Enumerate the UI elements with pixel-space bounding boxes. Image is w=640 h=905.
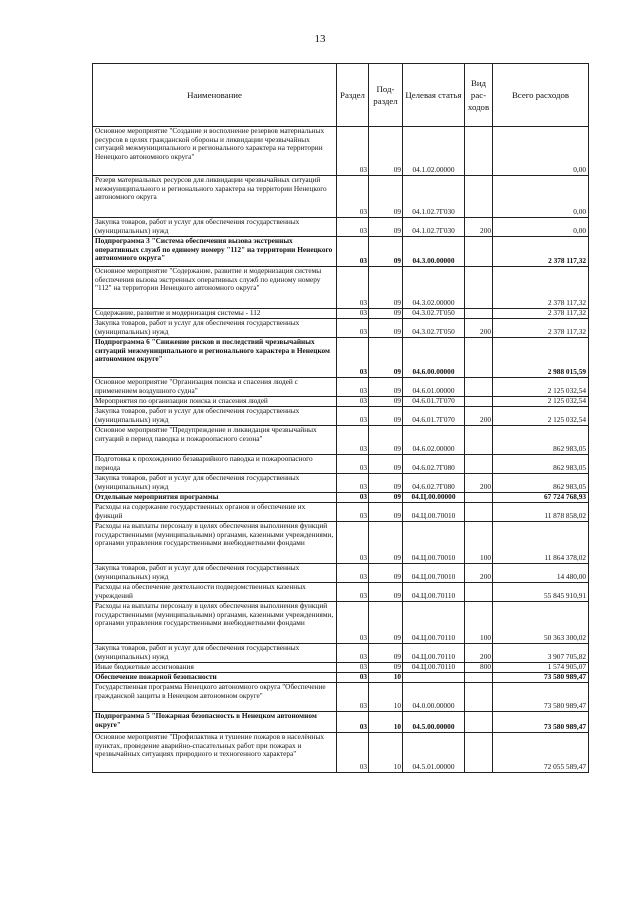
cell-vid: 200	[465, 319, 493, 338]
cell-razdel: 03	[337, 602, 369, 644]
table-row	[93, 673, 589, 683]
cell-razdel: 03	[337, 673, 369, 683]
cell-total: 2 378 117,32	[493, 319, 589, 338]
cell-podrazdel: 10	[369, 733, 403, 773]
cell-total: 2 378 117,32	[493, 237, 589, 267]
table-row	[93, 644, 589, 663]
cell-total: 0,00	[493, 176, 589, 218]
cell-total: 67 724 768,93	[493, 493, 589, 503]
cell-statya: 04.Ц.00.70010	[403, 522, 465, 564]
cell-total: 73 580 989,47	[493, 712, 589, 733]
cell-name: Закупка товаров, работ и услуг для обеспечения государственных (муниципальных) нужд	[93, 564, 337, 583]
cell-vid: 200	[465, 644, 493, 663]
cell-statya: 04.3.02.7Г050	[403, 319, 465, 338]
cell-podrazdel: 09	[369, 378, 403, 397]
cell-total: 862 983,05	[493, 426, 589, 455]
cell-statya: 04.1.02.7Г030	[403, 176, 465, 218]
cell-vid	[465, 493, 493, 503]
cell-statya: 04.Ц.00.70110	[403, 644, 465, 663]
table-row	[93, 176, 589, 218]
cell-razdel: 03	[337, 218, 369, 237]
cell-total: 3 907 705,82	[493, 644, 589, 663]
table-row	[93, 602, 589, 644]
table-row	[93, 397, 589, 407]
cell-razdel: 03	[337, 455, 369, 474]
cell-statya: 04.3.00.00000	[403, 237, 465, 267]
cell-statya: 04.Ц.00.70010	[403, 503, 465, 522]
cell-total: 50 363 300,02	[493, 602, 589, 644]
cell-name: Закупка товаров, работ и услуг для обеспечения государственных (муниципальных) нужд	[93, 644, 337, 663]
cell-total: 1 574 905,07	[493, 663, 589, 673]
header-statya: Целевая статья	[403, 64, 465, 127]
cell-name: Основное мероприятие "Предупреждение и ликвидация чрезвычайных ситуаций в период паводка и пожароопасного сезона"	[93, 426, 337, 455]
cell-vid: 800	[465, 663, 493, 673]
cell-name: Закупка товаров, работ и услуг для обеспечения государственных (муниципальных) нужд	[93, 407, 337, 426]
cell-razdel: 03	[337, 309, 369, 319]
cell-razdel: 03	[337, 733, 369, 773]
cell-total: 0,00	[493, 127, 589, 176]
cell-razdel: 03	[337, 127, 369, 176]
cell-razdel: 03	[337, 564, 369, 583]
cell-name: Закупка товаров, работ и услуг для обеспечения государственных (муниципальных) нужд	[93, 218, 337, 237]
cell-razdel: 03	[337, 426, 369, 455]
cell-name: Содержание, развитие и модернизация системы - 112	[93, 309, 337, 319]
cell-razdel: 03	[337, 378, 369, 397]
cell-podrazdel: 09	[369, 407, 403, 426]
cell-statya: 04.6.00.00000	[403, 338, 465, 378]
table-row	[93, 338, 589, 378]
cell-name: Основное мероприятие "Создание и восполнение резервов материальных ресурсов в целях гражданской обороны и ликвидации чрезвычайных ситуаций межмуниципального и регионального характера на территории Ненецкого автономного округа"	[93, 127, 337, 176]
cell-total: 11 864 378,02	[493, 522, 589, 564]
cell-statya: 04.6.01.7Г070	[403, 397, 465, 407]
cell-vid	[465, 683, 493, 712]
cell-razdel: 03	[337, 338, 369, 378]
cell-vid: 100	[465, 602, 493, 644]
cell-statya: 04.Ц.00.70010	[403, 564, 465, 583]
cell-vid	[465, 583, 493, 602]
cell-name: Подпрограмма 6 "Снижение рисков и последствий чрезвычайных ситуаций межмуниципального и регионального характера в Ненецком автономном округе"	[93, 338, 337, 378]
cell-statya: 04.6.01.7Г070	[403, 407, 465, 426]
cell-vid: 200	[465, 407, 493, 426]
cell-podrazdel: 10	[369, 712, 403, 733]
cell-total: 11 878 858,02	[493, 503, 589, 522]
page-number: 13	[314, 33, 326, 45]
cell-statya: 04.0.00.00000	[403, 683, 465, 712]
cell-name: Отдельные мероприятия программы	[93, 493, 337, 503]
cell-podrazdel: 09	[369, 319, 403, 338]
cell-statya: 04.6.02.00000	[403, 426, 465, 455]
table-row	[93, 522, 589, 564]
cell-statya: 04.1.02.00000	[403, 127, 465, 176]
table-row	[93, 564, 589, 583]
cell-statya: 04.3.02.00000	[403, 267, 465, 309]
table-row	[93, 378, 589, 397]
cell-razdel: 03	[337, 683, 369, 712]
table-row	[93, 493, 589, 503]
cell-name: Подпрограмма 3 "Система обеспечения вызова экстренных оперативных служб по единому номеру "112" на территории Ненецкого автономного округа"	[93, 237, 337, 267]
cell-name: Основное мероприятие "Содержание, развитие и модернизация системы обеспечения вызова экстренных оперативных служб по единому номеру "112" на территории Ненецкого автономного округа"	[93, 267, 337, 309]
table-row	[93, 127, 589, 176]
table-row	[93, 683, 589, 712]
table-row	[93, 733, 589, 773]
cell-name: Расходы на выплаты персоналу в целях обеспечения выполнения функций государственными (муниципальными) органами, казенными учреждениями, органами управления государственными внебюджетными фондами	[93, 602, 337, 644]
cell-statya: 04.3.02.7Г050	[403, 309, 465, 319]
table-row	[93, 309, 589, 319]
cell-total: 72 055 589,47	[493, 733, 589, 773]
cell-name: Основное мероприятие "Организация поиска и спасения людей с применением воздушного судна"	[93, 378, 337, 397]
cell-total: 2 378 117,32	[493, 309, 589, 319]
cell-razdel: 03	[337, 522, 369, 564]
table-row	[93, 503, 589, 522]
cell-podrazdel: 09	[369, 663, 403, 673]
cell-podrazdel: 09	[369, 602, 403, 644]
cell-vid	[465, 378, 493, 397]
cell-total: 2 125 032,54	[493, 407, 589, 426]
expenses-table	[92, 63, 589, 773]
cell-statya: 04.Ц.00.70110	[403, 602, 465, 644]
table-row	[93, 267, 589, 309]
cell-total: 2 125 032,54	[493, 378, 589, 397]
cell-razdel: 03	[337, 503, 369, 522]
cell-total: 73 580 989,47	[493, 673, 589, 683]
cell-razdel: 03	[337, 267, 369, 309]
cell-vid: 100	[465, 522, 493, 564]
cell-name: Мероприятия по организации поиска и спасения людей	[93, 397, 337, 407]
cell-statya: 04.1.02.7Г030	[403, 218, 465, 237]
table-row	[93, 237, 589, 267]
cell-razdel: 03	[337, 644, 369, 663]
cell-razdel: 03	[337, 176, 369, 218]
cell-razdel: 03	[337, 407, 369, 426]
cell-total: 0,00	[493, 218, 589, 237]
cell-statya: 04.Ц.00.70110	[403, 583, 465, 602]
cell-podrazdel: 09	[369, 309, 403, 319]
cell-vid	[465, 176, 493, 218]
cell-podrazdel: 09	[369, 455, 403, 474]
cell-statya: 04.Ц.00.70110	[403, 663, 465, 673]
table-row	[93, 583, 589, 602]
cell-total: 862 983,05	[493, 474, 589, 493]
table-row	[93, 712, 589, 733]
cell-podrazdel: 09	[369, 397, 403, 407]
cell-podrazdel: 09	[369, 522, 403, 564]
cell-name: Резерв материальных ресурсов для ликвидации чрезвычайных ситуаций межмуниципального и регионального характера на территории Ненецкого автономного округа	[93, 176, 337, 218]
cell-podrazdel: 09	[369, 644, 403, 663]
cell-vid	[465, 237, 493, 267]
cell-statya: 04.Ц.00.00000	[403, 493, 465, 503]
table-row	[93, 319, 589, 338]
cell-podrazdel: 09	[369, 218, 403, 237]
cell-podrazdel: 09	[369, 583, 403, 602]
cell-total: 2 378 117,32	[493, 267, 589, 309]
cell-name: Закупка товаров, работ и услуг для обеспечения государственных (муниципальных) нужд	[93, 474, 337, 493]
cell-name: Иные бюджетные ассигнования	[93, 663, 337, 673]
header-name: Наименование	[93, 64, 337, 127]
cell-vid	[465, 309, 493, 319]
cell-vid: 200	[465, 564, 493, 583]
table-header-row	[93, 64, 589, 127]
table-row	[93, 407, 589, 426]
cell-podrazdel: 09	[369, 338, 403, 378]
cell-podrazdel: 10	[369, 673, 403, 683]
cell-razdel: 03	[337, 663, 369, 673]
cell-podrazdel: 09	[369, 426, 403, 455]
cell-podrazdel: 09	[369, 493, 403, 503]
cell-total: 2 988 015,59	[493, 338, 589, 378]
cell-vid: 200	[465, 474, 493, 493]
cell-name: Расходы на выплаты персоналу в целях обеспечения выполнения функций государственными (муниципальными) органами, казенными учреждениями, органами управления государственными внебюджетными фондами	[93, 522, 337, 564]
cell-name: Расходы на содержание государственных органов и обеспечение их функций	[93, 503, 337, 522]
cell-name: Расходы на обеспечение деятельности подведомственных казенных учреждений	[93, 583, 337, 602]
cell-podrazdel: 09	[369, 564, 403, 583]
cell-podrazdel: 09	[369, 127, 403, 176]
cell-vid	[465, 673, 493, 683]
cell-statya	[403, 673, 465, 683]
cell-razdel: 03	[337, 397, 369, 407]
cell-name: Подпрограмма 5 "Пожарная безопасность в Ненецком автономном округе"	[93, 712, 337, 733]
table-row	[93, 455, 589, 474]
cell-razdel: 03	[337, 493, 369, 503]
cell-podrazdel: 09	[369, 237, 403, 267]
cell-podrazdel: 09	[369, 176, 403, 218]
table-row	[93, 474, 589, 493]
cell-statya: 04.6.01.00000	[403, 378, 465, 397]
cell-statya: 04.5.00.00000	[403, 712, 465, 733]
cell-total: 14 480,00	[493, 564, 589, 583]
cell-vid	[465, 338, 493, 378]
cell-statya: 04.5.01.00000	[403, 733, 465, 773]
cell-vid	[465, 455, 493, 474]
header-vid: Вид рас-ходов	[465, 64, 493, 127]
cell-vid	[465, 397, 493, 407]
cell-name: Основное мероприятие "Профилактика и тушение пожаров в населённых пунктах, проведение аварийно-спасательных работ при пожарах и чрезвычайных ситуациях природного и техногенного характера"	[93, 733, 337, 773]
cell-name: Обеспечение пожарной безопасности	[93, 673, 337, 683]
header-total: Всего расходов	[493, 64, 589, 127]
cell-vid	[465, 127, 493, 176]
cell-vid	[465, 733, 493, 773]
table-body	[93, 127, 589, 773]
table-row	[93, 426, 589, 455]
header-razdel: Раздел	[337, 64, 369, 127]
cell-razdel: 03	[337, 319, 369, 338]
cell-name: Закупка товаров, работ и услуг для обеспечения государственных (муниципальных) нужд	[93, 319, 337, 338]
cell-name: Государственная программа Ненецкого автономного округа "Обеспечение гражданской защиты в Ненецком автономном округе"	[93, 683, 337, 712]
cell-total: 73 580 989,47	[493, 683, 589, 712]
table-row	[93, 218, 589, 237]
cell-vid	[465, 267, 493, 309]
cell-vid	[465, 503, 493, 522]
header-podrazdel: Под-раздел	[369, 64, 403, 127]
cell-podrazdel: 09	[369, 474, 403, 493]
table-row	[93, 663, 589, 673]
cell-podrazdel: 09	[369, 267, 403, 309]
cell-razdel: 03	[337, 237, 369, 267]
cell-vid	[465, 426, 493, 455]
cell-name: Подготовка к прохождению безаварийного паводка и пожароопасного периода	[93, 455, 337, 474]
cell-statya: 04.6.02.7Г080	[403, 474, 465, 493]
cell-vid	[465, 712, 493, 733]
cell-statya: 04.6.02.7Г080	[403, 455, 465, 474]
cell-podrazdel: 10	[369, 683, 403, 712]
cell-podrazdel: 09	[369, 503, 403, 522]
cell-vid: 200	[465, 218, 493, 237]
cell-razdel: 03	[337, 712, 369, 733]
cell-razdel: 03	[337, 583, 369, 602]
cell-total: 862 983,05	[493, 455, 589, 474]
cell-total: 55 845 910,91	[493, 583, 589, 602]
cell-total: 2 125 032,54	[493, 397, 589, 407]
cell-razdel: 03	[337, 474, 369, 493]
